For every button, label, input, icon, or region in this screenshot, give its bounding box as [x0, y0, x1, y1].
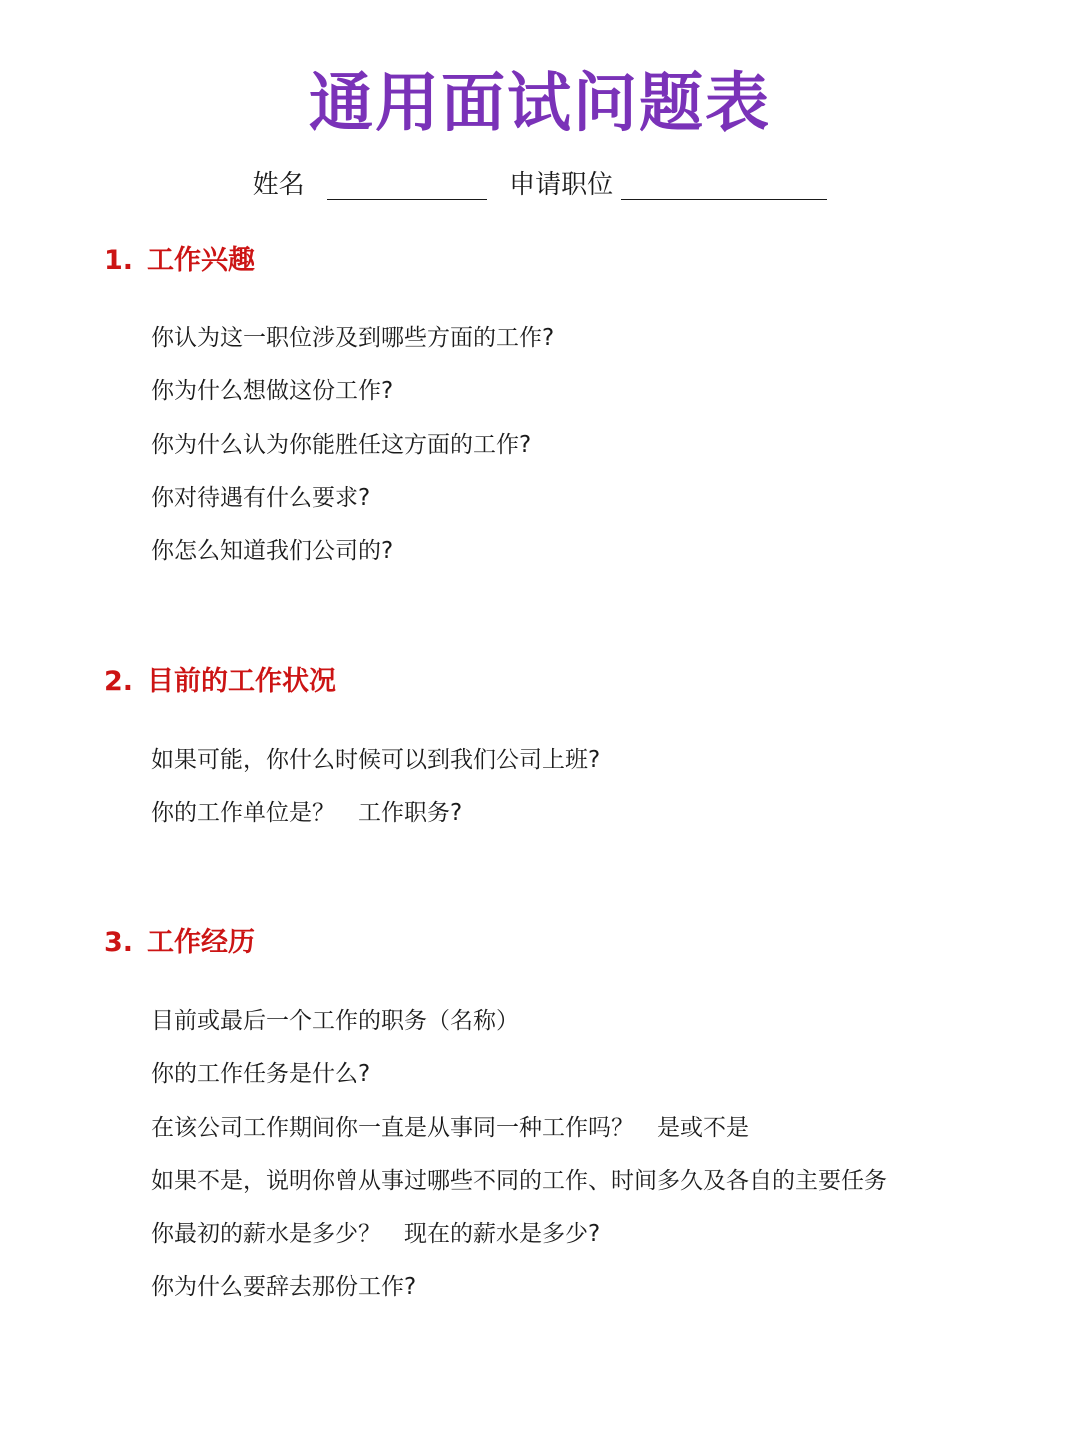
section-number: 2.	[104, 666, 134, 697]
section-heading-current-status	[104, 662, 336, 702]
question-item: 你为什么想做这份工作?	[151, 378, 394, 405]
question-item: 你为什么要辞去那份工作?	[151, 1274, 417, 1301]
section-number: 3.	[104, 927, 134, 958]
question-item: 你的工作单位是？ 工作职务?	[151, 800, 463, 827]
section-title: 工作经历	[147, 927, 256, 958]
name-blank-line[interactable]	[327, 169, 487, 200]
question-item: 如果可能，你什么时候可以到我们公司上班?	[151, 747, 601, 773]
question-item: 在该公司工作期间你一直是从事同一种工作吗？ 是或不是	[151, 1114, 749, 1141]
question-item: 你的工作任务是什么?	[151, 1061, 371, 1088]
question-item: 你最初的薪水是多少？ 现在的薪水是多少?	[151, 1221, 601, 1248]
page-title: 通用面试问题表	[309, 67, 771, 141]
question-item: 你对待遇有什么要求?	[151, 484, 371, 511]
question-list-work-experience	[151, 1001, 1051, 1321]
section-heading-work-experience	[104, 923, 255, 963]
question-item: 你认为这一职位涉及到哪些方面的工作?	[151, 325, 555, 351]
applicant-info-row	[0, 164, 1080, 204]
question-item: 目前或最后一个工作的职务（名称）	[151, 1008, 519, 1034]
section-title: 目前的工作状况	[147, 666, 337, 697]
question-list-current-status	[151, 740, 1051, 847]
name-label: 姓名	[252, 169, 305, 200]
section-heading-work-interest	[104, 241, 255, 281]
position-blank-line[interactable]	[621, 169, 827, 200]
section-number: 1.	[104, 245, 134, 276]
question-item: 你怎么知道我们公司的?	[151, 538, 394, 565]
position-label: 申请职位	[509, 169, 614, 200]
section-title: 工作兴趣	[147, 245, 256, 276]
question-item: 你为什么认为你能胜任这方面的工作?	[151, 431, 532, 458]
question-list-work-interest	[151, 318, 1051, 584]
question-item: 如果不是，说明你曾从事过哪些不同的工作、时间多久及各自的主要任务	[151, 1167, 887, 1194]
